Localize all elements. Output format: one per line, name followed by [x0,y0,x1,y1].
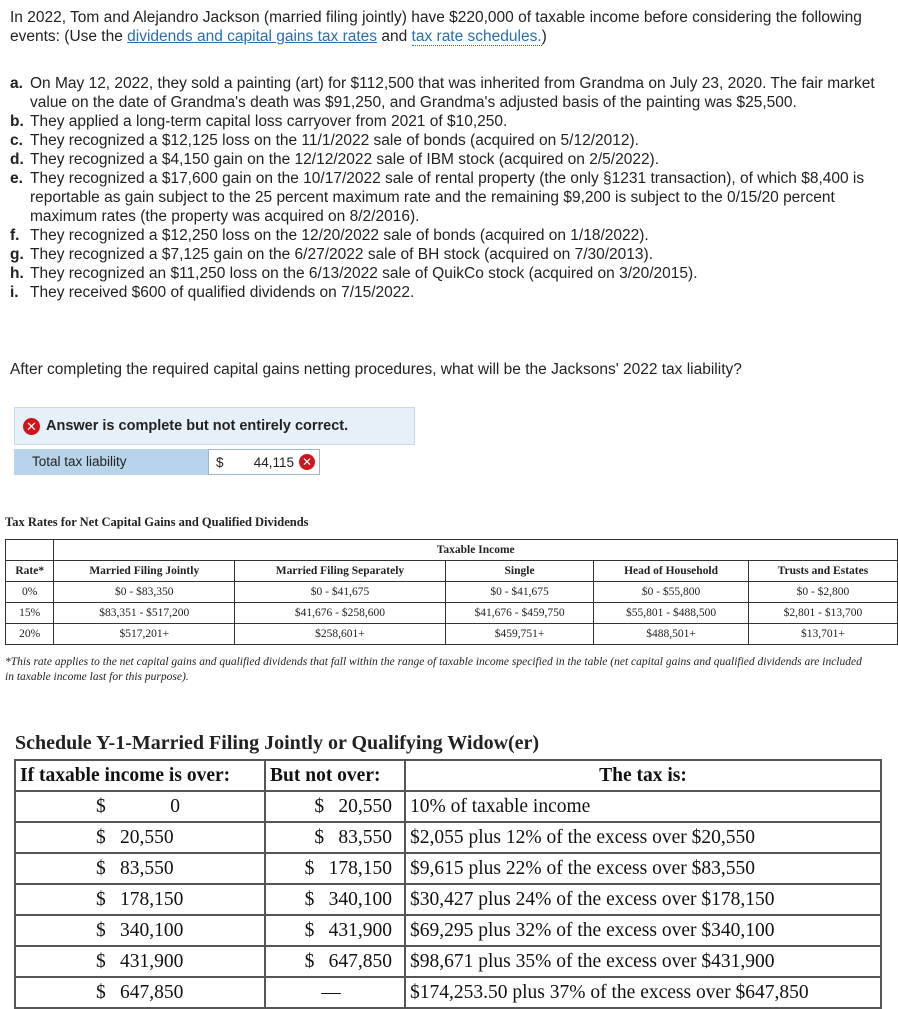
currency-symbol: $ [304,950,315,972]
event-item [10,283,890,302]
currency-symbol: $ [96,950,106,972]
capital-gains-rates-table [5,539,898,645]
rates-cell: $83,351 - $517,200 [54,603,235,624]
problem-intro [10,8,890,46]
schedule-header-over: If taxable income is over: [15,760,265,791]
schedule-amount: 83,550 [338,826,392,848]
schedule-cell [15,884,265,915]
event-text: They recognized a $12,125 loss on the 11/1/2022 sale of bonds (acquired on 5/12/2012). [30,132,639,149]
currency-symbol: $ [96,919,106,941]
event-letter: h. [10,265,24,282]
schedule-cell [265,791,405,822]
schedule-cell [265,946,405,977]
event-item [10,169,890,226]
currency-symbol: $ [96,795,106,817]
schedule-cell [405,791,881,822]
rates-column-header: Married Filing Separately [235,561,446,582]
rates-cell: $0 - $41,675 [445,582,593,603]
rates-cell: 0% [6,582,54,603]
event-letter: g. [10,246,24,263]
schedule-title: Schedule Y-1-Married Filing Jointly or Qualifying Widow(er) [15,732,540,754]
schedule-cell [405,977,881,1008]
schedule-tax-formula: 10% of taxable income [410,795,591,817]
dividends-rates-link[interactable]: dividends and capital gains tax rates [127,28,378,45]
schedule-amount: 20,550 [338,795,392,817]
rates-column-header: Rate* [6,561,54,582]
schedule-cell [405,915,881,946]
rates-cell: $488,501+ [594,624,749,645]
event-letter: d. [10,151,24,168]
schedule-tax-formula: $174,253.50 plus 37% of the excess over $647,850 [410,981,809,1003]
schedule-amount: 83,550 [120,857,174,879]
schedule-row [15,884,881,915]
tax-rate-schedules-link[interactable]: tax rate schedules. [411,28,542,45]
event-item [10,150,890,169]
currency-symbol: $ [96,888,106,910]
currency-symbol: $ [314,826,325,848]
event-letter: a. [10,75,23,92]
event-letter: c. [10,132,23,149]
answer-label: Total tax liability [14,449,208,475]
schedule-cell [15,946,265,977]
schedule-header-not-over: But not over: [265,760,405,791]
schedule-amount: 647,850 [328,950,392,972]
schedule-amount: — [321,981,341,1003]
schedule-tax-formula: $30,427 plus 24% of the excess over $178,150 [410,888,775,910]
intro-and: and [377,28,412,45]
event-text: On May 12, 2022, they sold a painting (art) for $112,500 that was inherited from Grandma on July 23, 2020. The fair market value on the date of Grandma's death was $91,250, and Grandma's adjusted basis of the painting was $25,500. [30,75,875,111]
currency-symbol: $ [96,826,106,848]
rates-row [6,624,898,645]
incorrect-icon: ✕ [299,454,315,470]
rates-cell: 15% [6,603,54,624]
rates-column-header: Trusts and Estates [748,561,897,582]
incorrect-icon: ✕ [23,418,40,435]
currency-symbol: $ [304,857,315,879]
schedule-row [15,977,881,1008]
rates-cell: $0 - $55,800 [594,582,749,603]
event-letter: b. [10,113,24,130]
intro-text: In 2022, Tom and Alejandro Jackson (married filing jointly) have $220,000 of taxable income before considering the following events: (Use the [10,9,862,45]
rates-cell: $517,201+ [54,624,235,645]
rates-cell: $459,751+ [445,624,593,645]
total-tax-liability-input[interactable] [208,449,320,475]
schedule-cell [265,822,405,853]
schedule-tax-formula: $69,295 plus 32% of the excess over $340,100 [410,919,775,941]
schedule-amount: 647,850 [120,981,184,1003]
schedule-amount: 431,900 [328,919,392,941]
event-item [10,226,890,245]
schedule-row [15,853,881,884]
schedule-row [15,915,881,946]
schedule-amount: 178,150 [120,888,184,910]
rates-cell: $41,676 - $459,750 [445,603,593,624]
answer-row [14,449,320,475]
question-text: After completing the required capital gains netting procedures, what will be the Jacksons' 2022 tax liability? [10,361,742,378]
event-text: They recognized a $17,600 gain on the 10/17/2022 sale of rental property (the only §1231 transaction), of which $8,400 is reportable as gain subject to the 25 percent maximum rate and the remaining $9,200 is subject to the 0/15/20 percent maximum rates (the property was acquired on 8/2/2016). [30,170,865,225]
event-letter: i. [10,284,19,301]
schedule-header-tax: The tax is: [405,760,881,791]
schedule-cell [405,884,881,915]
schedule-row [15,946,881,977]
schedule-cell [265,884,405,915]
event-item [10,74,890,112]
rates-cell: 20% [6,624,54,645]
event-text: They recognized an $11,250 loss on the 6/13/2022 sale of QuikCo stock (acquired on 3/20/2015). [30,265,698,282]
currency-symbol: $ [304,919,315,941]
rates-column-header: Head of Household [594,561,749,582]
schedule-cell [265,977,405,1008]
schedule-cell [405,853,881,884]
rates-cell: $2,801 - $13,700 [748,603,897,624]
event-letter: e. [10,170,23,187]
event-letter: f. [10,227,20,244]
schedule-cell [15,853,265,884]
answer-status-text: Answer is complete but not entirely correct. [46,418,349,434]
schedule-row [15,822,881,853]
schedule-tax-formula: $2,055 plus 12% of the excess over $20,550 [410,826,755,848]
rates-cell: $0 - $41,675 [235,582,446,603]
event-text: They recognized a $12,250 loss on the 12/20/2022 sale of bonds (acquired on 1/18/2022). [30,227,649,244]
schedule-row [15,791,881,822]
schedule-cell [405,946,881,977]
event-text: They recognized a $7,125 gain on the 6/27/2022 sale of BH stock (acquired on 7/30/2013). [30,246,654,263]
schedule-amount: 340,100 [328,888,392,910]
schedule-amount: 431,900 [120,950,184,972]
event-item [10,245,890,264]
schedule-amount: 178,150 [328,857,392,879]
rates-cell: $258,601+ [235,624,446,645]
currency-symbol: $ [96,981,106,1003]
event-text: They recognized a $4,150 gain on the 12/12/2022 sale of IBM stock (acquired on 2/5/2022). [30,151,660,168]
schedule-amount: 20,550 [120,826,174,848]
currency-symbol: $ [314,795,325,817]
schedule-tax-formula: $98,671 plus 35% of the excess over $431,900 [410,950,775,972]
rates-corner [6,540,54,561]
event-list [10,74,890,302]
event-item [10,264,890,283]
currency-symbol: $ [304,888,315,910]
intro-close: ) [541,28,547,45]
currency-symbol: $ [216,454,224,470]
rates-column-header: Single [445,561,593,582]
schedule-cell [265,853,405,884]
event-text: They received $600 of qualified dividends on 7/15/2022. [30,284,415,301]
rates-cell: $0 - $2,800 [748,582,897,603]
rates-cell: $41,676 - $258,600 [235,603,446,624]
rates-row [6,603,898,624]
event-item [10,131,890,150]
taxable-income-header: Taxable Income [54,540,898,561]
schedule-cell [265,915,405,946]
schedule-amount: 340,100 [120,919,184,941]
event-text: They applied a long-term capital loss carryover from 2021 of $10,250. [30,113,508,130]
schedule-tax-formula: $9,615 plus 22% of the excess over $83,550 [410,857,755,879]
event-item [10,112,890,131]
rates-footnote: *This rate applies to the net capital gains and qualified dividends that fall within the range of taxable income specified in the table (net capital gains and qualified dividends are included in taxable income last for this purpose). [5,656,862,683]
schedule-cell [15,791,265,822]
schedule-y1-table [14,759,882,1009]
schedule-cell [15,822,265,853]
schedule-cell [15,977,265,1008]
schedule-cell [405,822,881,853]
rates-table-title: Tax Rates for Net Capital Gains and Qualified Dividends [5,515,309,529]
answer-value[interactable]: 44,115 [253,454,294,470]
rates-cell: $13,701+ [748,624,897,645]
answer-status-banner [14,407,415,445]
currency-symbol: $ [96,857,106,879]
schedule-amount: 0 [170,795,180,817]
rates-cell: $55,801 - $488,500 [594,603,749,624]
rates-cell: $0 - $83,350 [54,582,235,603]
rates-column-header: Married Filing Jointly [54,561,235,582]
schedule-cell [15,915,265,946]
rates-row [6,582,898,603]
